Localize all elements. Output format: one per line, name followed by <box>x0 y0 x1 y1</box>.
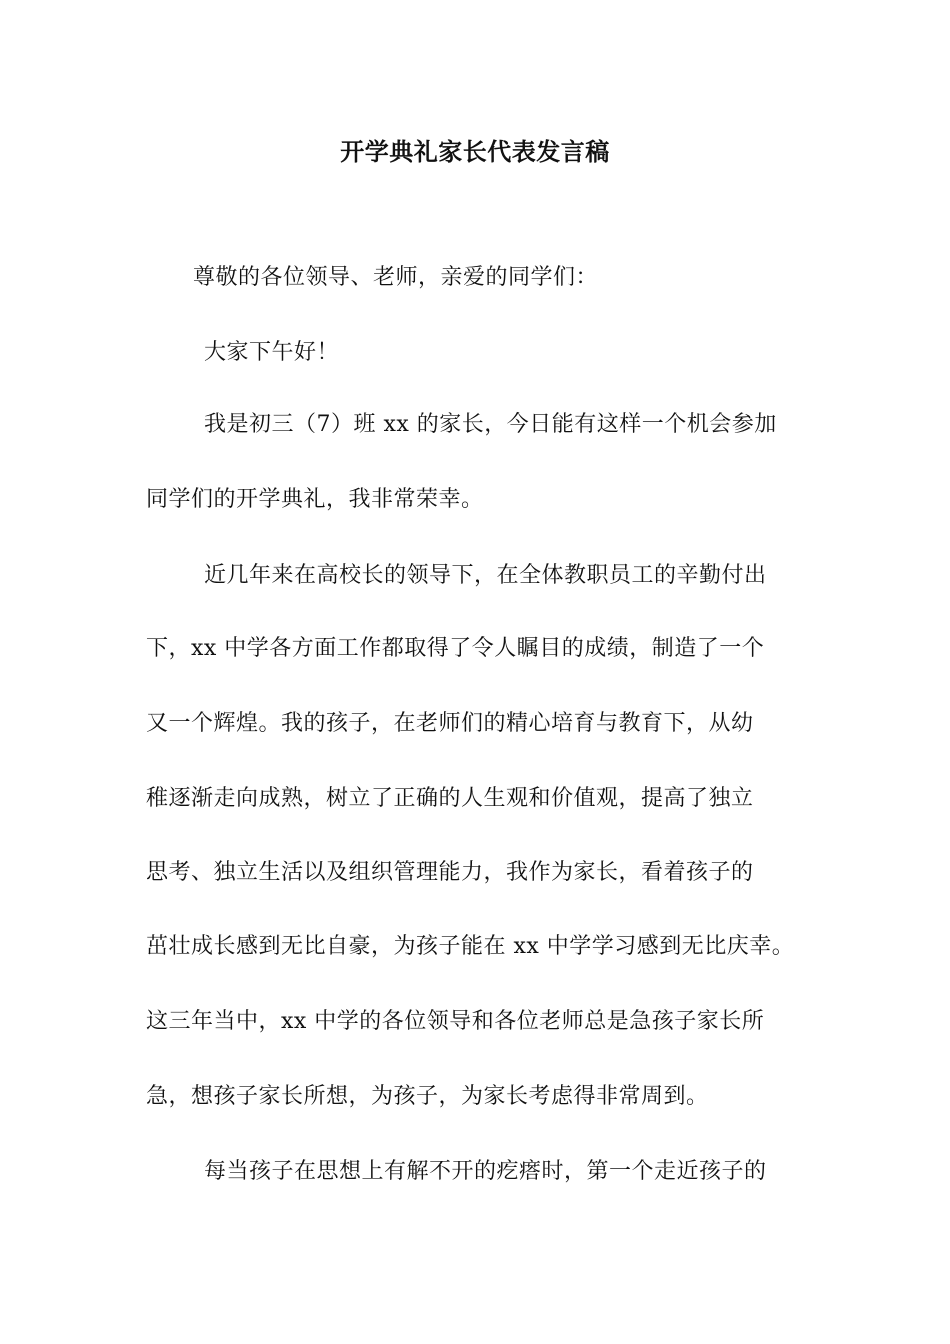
paragraph-line: 下，xx 中学各方面工作都取得了令人瞩目的成绩，制造了一个 <box>146 636 765 661</box>
paragraph-line: 急，想孩子家长所想，为孩子，为家长考虑得非常周到。 <box>146 1084 709 1109</box>
paragraph-line: 稚逐渐走向成熟，树立了正确的人生观和价值观，提高了独立 <box>146 786 754 811</box>
paragraph-line: 又一个辉煌。我的孩子，在老师们的精心培育与教育下，从幼 <box>146 711 754 736</box>
paragraph-line: 这三年当中，xx 中学的各位领导和各位老师总是急孩子家长所 <box>146 1009 765 1034</box>
paragraph-line: 同学们的开学典礼，我非常荣幸。 <box>146 487 484 512</box>
greeting-line: 大家下午好！ <box>204 340 340 365</box>
paragraph-line: 我是初三（7）班 xx 的家长，今日能有这样一个机会参加 <box>204 412 777 437</box>
paragraph-line: 近几年来在高校长的领导下，在全体教职员工的辛勤付出 <box>204 563 767 588</box>
document-title: 开学典礼家长代表发言稿 <box>340 137 610 166</box>
salutation-line: 尊敬的各位领导、老师，亲爱的同学们： <box>193 265 599 290</box>
paragraph-line: 每当孩子在思想上有解不开的疙瘩时，第一个走近孩子的 <box>204 1159 767 1184</box>
paragraph-line: 思考、独立生活以及组织管理能力，我作为家长，看着孩子的 <box>146 860 754 885</box>
paragraph-line: 茁壮成长感到无比自豪，为孩子能在 xx 中学学习感到无比庆幸。 <box>146 934 795 959</box>
